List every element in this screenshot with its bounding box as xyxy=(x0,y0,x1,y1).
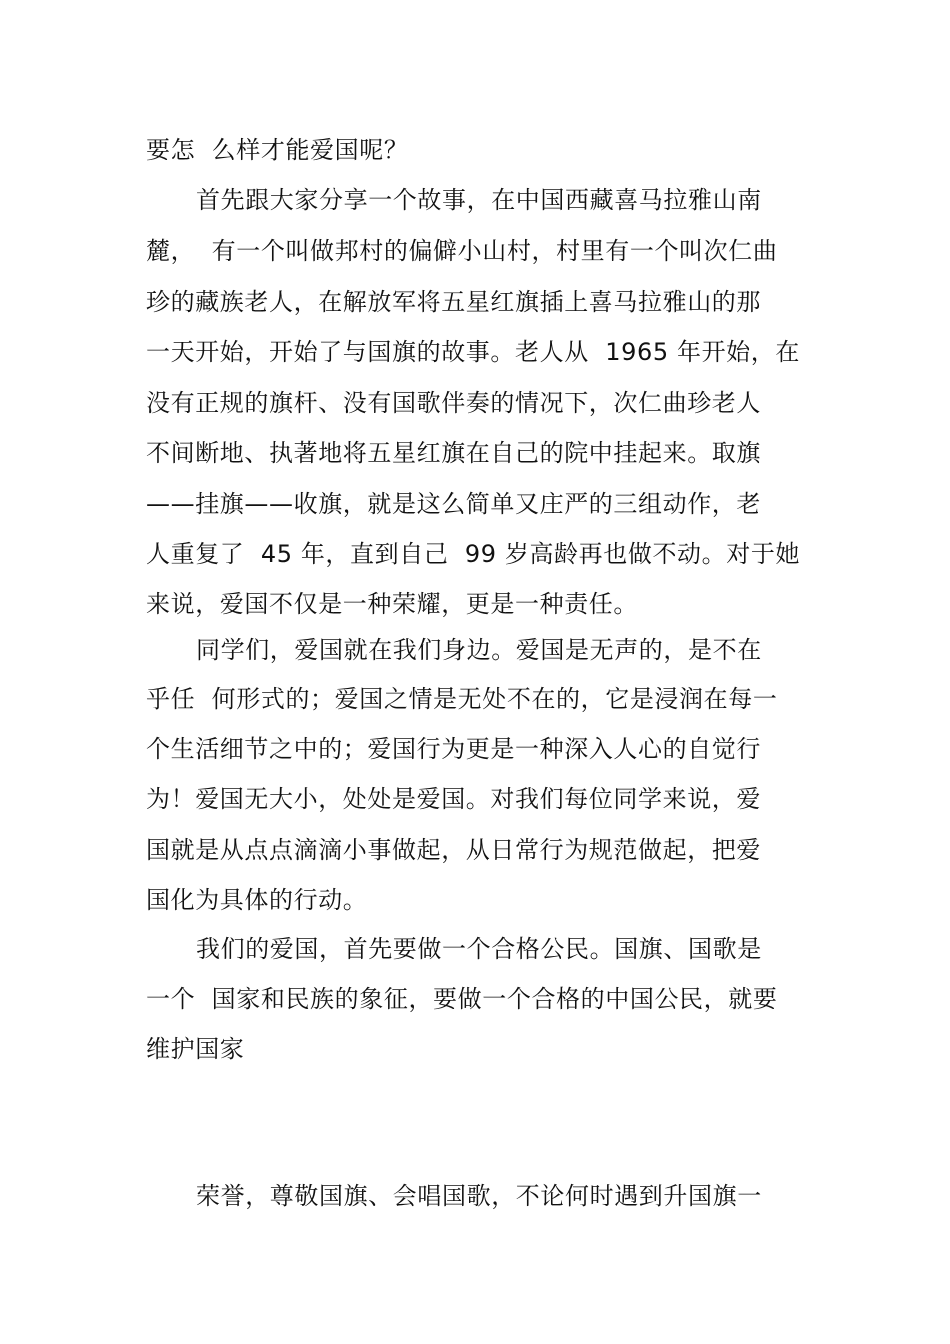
text-line: 荣誉，尊敬国旗、会唱国歌，不论何时遇到升国旗一 xyxy=(196,1182,762,1210)
text-line: 国化为具体的行动。 xyxy=(146,886,368,914)
text-line: 首先跟大家分享一个故事，在中国西藏喜马拉雅山南 xyxy=(196,186,762,214)
text-line: 麓， 有一个叫做邦村的偏僻小山村，村里有一个叫次仁曲 xyxy=(146,237,778,265)
text-line: 国就是从点点滴滴小事做起，从日常行为规范做起，把爱 xyxy=(146,836,761,864)
text-line: 珍的藏族老人，在解放军将五星红旗插上喜马拉雅山的那 xyxy=(146,288,761,316)
text-line: 个生活细节之中的；爱国行为更是一种深入人心的自觉行 xyxy=(146,735,761,763)
text-line: 要怎 么样才能爱国呢？ xyxy=(146,136,409,164)
text-line: 为！爱国无大小，处处是爱国。对我们每位同学来说，爱 xyxy=(146,785,761,813)
text-line: 乎任 何形式的；爱国之情是无处不在的，它是浸润在每一 xyxy=(146,685,778,713)
text-line: 我们的爱国，首先要做一个合格公民。国旗、国歌是 xyxy=(196,935,762,963)
text-line: 人重复了 45 年，直到自己 99 岁高龄再也做不动。对于她 xyxy=(146,540,801,568)
text-line: 一天开始，开始了与国旗的故事。老人从 1965 年开始，在 xyxy=(146,338,800,366)
text-line: 没有正规的旗杆、没有国歌伴奏的情况下，次仁曲珍老人 xyxy=(146,389,761,417)
text-line: 同学们，爱国就在我们身边。爱国是无声的，是不在 xyxy=(196,636,762,664)
text-line: ——挂旗——收旗，就是这么简单又庄严的三组动作，老 xyxy=(146,490,761,518)
text-line: 维护国家 xyxy=(146,1035,245,1063)
text-line: 不间断地、执著地将五星红旗在自己的院中挂起来。取旗 xyxy=(146,439,761,467)
text-line: 来说，爱国不仅是一种荣耀，更是一种责任。 xyxy=(146,590,638,618)
text-line: 一个 国家和民族的象征，要做一个合格的中国公民，就要 xyxy=(146,985,778,1013)
